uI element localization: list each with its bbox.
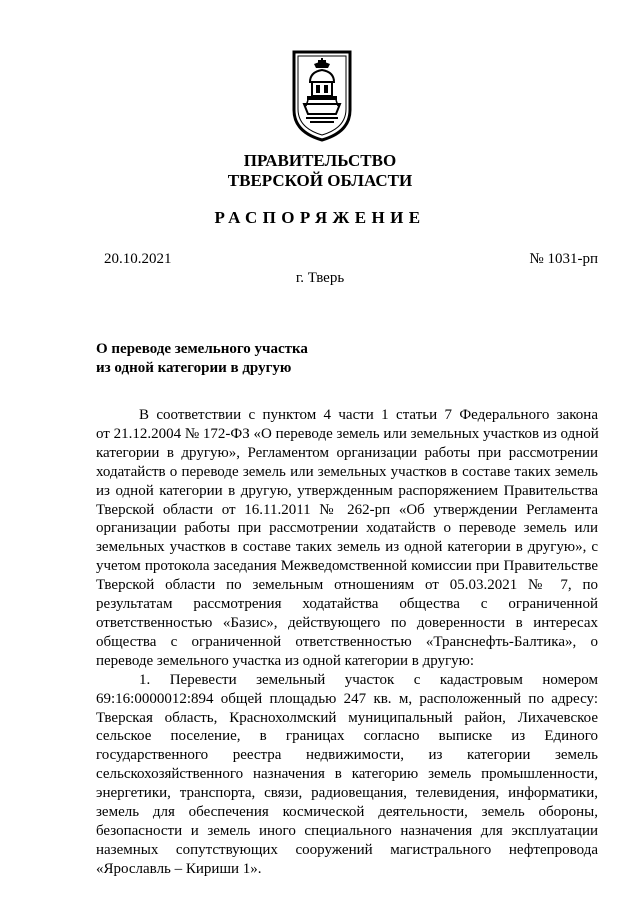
text-line: земельных участков в составе таких земель из одной категории в другую», с [96, 539, 598, 556]
text-line: В соответствии с пунктом 4 части 1 статьи 7 Федерального закона [139, 407, 598, 423]
text-line: 1. Перевести земельный участок с кадастровым номером [139, 671, 598, 688]
text-line: ответственностью «Базис», действующего по доверенности в интересах [96, 614, 598, 631]
text-line: энергетики, транспорта, связи, радиовещания, телевидения, информатики, [96, 785, 598, 802]
government-title: ПРАВИТЕЛЬСТВО [243, 151, 397, 170]
text-line: категории в другую», Регламентом организации работы при рассмотрении [96, 444, 598, 461]
text-line: Тверской области по земельным отношениям от 05.03.2021 № 7, по [96, 577, 598, 594]
document-number: № 1031-рп [529, 251, 598, 267]
text-line: 69:16:0000012:894 общей площадью 247 кв. м, расположенный по адресу: [96, 690, 598, 707]
text-line: общества с ограниченной ответственностью «Транснефть-Балтика», о [96, 633, 598, 650]
document-city: г. Тверь [295, 270, 345, 286]
text-line: организации работы при рассмотрении ходатайств о переводе земель или [96, 520, 598, 537]
text-line: от 21.12.2004 № 172-ФЗ «О переводе земель или земельных участков из одной [96, 425, 599, 442]
paragraph-preamble [96, 406, 598, 671]
text-line: наземных сопутствующих сооружений магистрального нефтепровода [96, 841, 598, 858]
document-type-title: РАСПОРЯЖЕНИЕ [214, 208, 426, 227]
region-title: ТВЕРСКОЙ ОБЛАСТИ [227, 171, 413, 190]
text-line: результатам рассмотрения ходатайства общества с ограниченной [96, 596, 598, 613]
text-line: безопасности и земель иного специального назначения для эксплуатации [96, 822, 598, 839]
text-line: Тверской области от 16.11.2011 № 262-рп «Об утверждении Регламента [96, 501, 598, 518]
subject-line: О переводе земельного участка [96, 341, 308, 357]
text-line: Тверская область, Краснохолмский муниципальный район, Лихачевское [96, 709, 598, 726]
subject-line: из одной категории в другую [96, 360, 292, 376]
coat-of-arms-emblem [290, 48, 354, 144]
text-line: государственного реестра недвижимости, из категории земель [96, 747, 598, 764]
paragraph-item-1 [96, 671, 598, 879]
text-line: земель для обеспечения космической деятельности, земель обороны, [96, 804, 598, 821]
document-date: 20.10.2021 [104, 251, 172, 267]
text-line: из одной категории в другую, утвержденным распоряжением Правительства [96, 482, 598, 499]
text-line: учетом протокола заседания Межведомственной комиссии при Правительстве [96, 558, 598, 575]
text-line: сельское поселение, в границах согласно выписке из Единого [96, 728, 598, 745]
text-line: ходатайств о переводе земель или земельных участков в составе таких земель [96, 463, 598, 480]
text-line: сельскохозяйственного назначения в категорию земель промышленности, [96, 766, 598, 783]
document-subject [96, 340, 308, 378]
text-line: переводе земельного участка из одной категории в другую: [96, 652, 475, 669]
document-body [96, 406, 598, 879]
text-line: «Ярославль – Кириши 1». [96, 860, 262, 877]
